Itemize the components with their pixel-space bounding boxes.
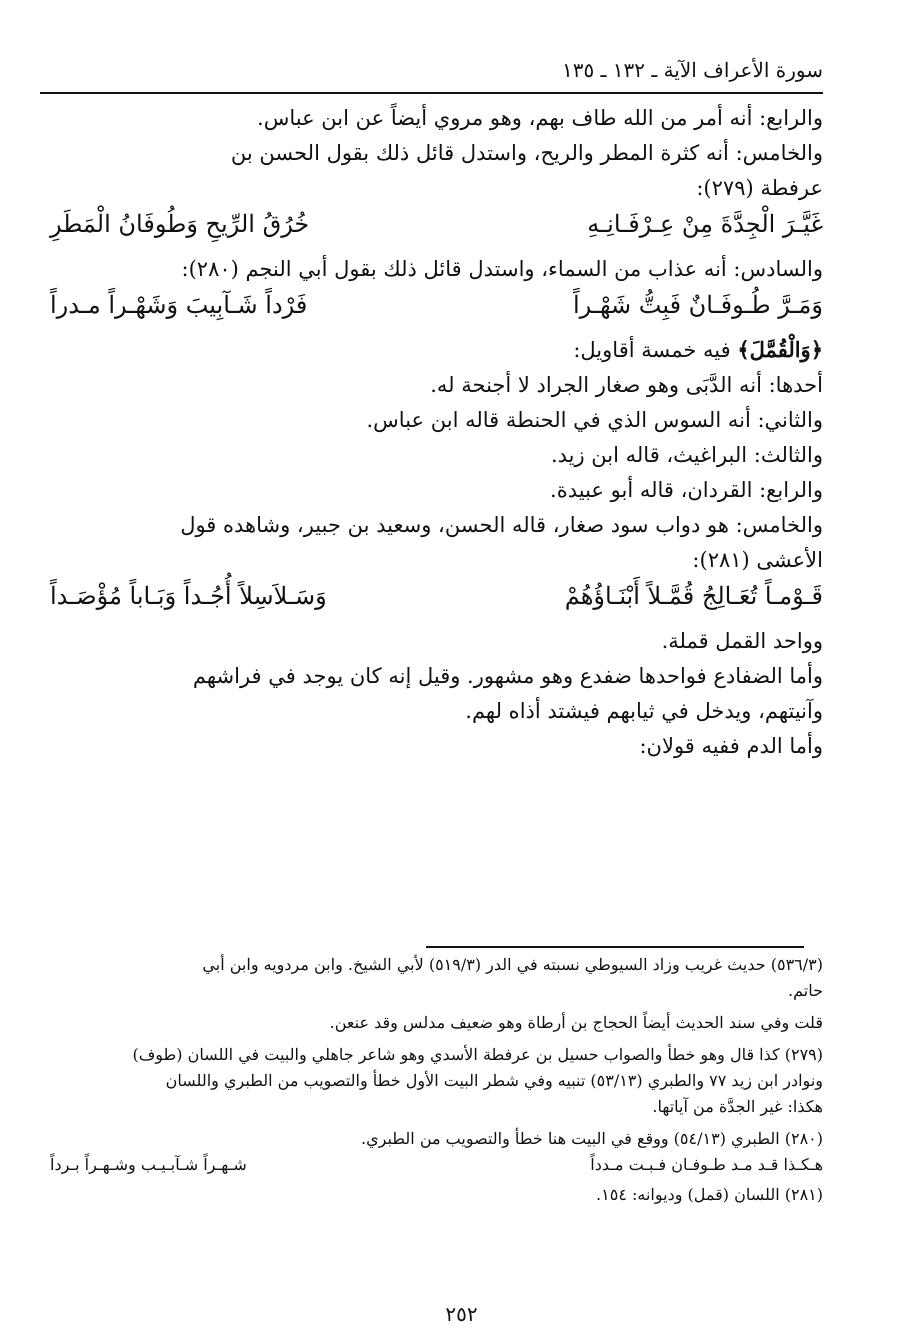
paragraph-qummal-fourth: والرابع: القردان، قاله أبو عبيدة. <box>550 478 823 502</box>
footnote-hadith-cont: حاتم. <box>788 981 823 1000</box>
paragraph-qummal-third: والثالث: البراغيث، قاله ابن زيد. <box>550 443 823 467</box>
verse-3-first-hemistich: قَـوْمـاً تُعَـالِجُ قُمَّـلاً أَبْنَـاؤُهُمْ <box>564 582 823 610</box>
verse-3-second-hemistich: وَسَـلاَسِلاً أُجُـداً وَبَـاباً مُؤْصَـداً <box>50 582 327 610</box>
header-rule <box>40 92 823 94</box>
poem-verse-1 <box>50 209 823 239</box>
paragraph-frogs-cont: وآنيتهم، ويدخل في ثيابهم فيشتد أذاه لهم. <box>465 699 823 723</box>
footnote-isnad: قلت وفي سند الحديث أيضاً الحجاج بن أرطاة وهو ضعيف مدلس وقد عنعن. <box>329 1013 823 1032</box>
paragraph-frogs: وأما الضفادع فواحدها ضفدع وهو مشهور. وقيل إنه كان يوجد في فراشهم <box>192 664 823 688</box>
verse-2-first-hemistich: وَمَـرَّ طُـوفَـانٌ فَبِتُّ شَهْـراً <box>573 291 823 319</box>
paragraph-fifth-opinion-cont: عرفطة (٢٧٩): <box>696 176 823 200</box>
paragraph-blood: وأما الدم ففيه قولان: <box>639 734 823 758</box>
qummal-intro: فيه خمسة أقاويل: <box>573 338 738 362</box>
paragraph-qummal-fifth: والخامس: هو دواب سود صغار، قاله الحسن، وسعيد بن جبير، وشاهده قول <box>180 513 823 537</box>
page-number: ٢٥٢ <box>445 1302 478 1326</box>
poem-verse-2 <box>50 290 823 320</box>
footnote-280-verse <box>50 1154 823 1176</box>
paragraph-qummal-first: أحدها: أنه الدَّبَى وهو صغار الجراد لا أجنحة له. <box>430 373 823 397</box>
main-text <box>50 104 823 767</box>
footnote-281: (٢٨١) اللسان (قمل) وديوانه: ١٥٤. <box>596 1185 823 1204</box>
footnote-verse-second-hemistich: شـهـراً شـآبـيـب وشـهـراً بـرداً <box>50 1155 247 1174</box>
running-header <box>40 58 823 88</box>
paragraph-qummal-heading <box>50 336 823 364</box>
paragraph-fifth-opinion: والخامس: أنه كثرة المطر والريح، واستدل قائل ذلك بقول الحسن بن <box>230 141 823 165</box>
footnote-verse-first-hemistich: هـكـذا قـد مـد طـوفـان فـبـت مـدداً <box>590 1155 823 1174</box>
verse-1-second-hemistich: خُرُقُ الرِّيحِ وَطُوفَانُ الْمَطَرِ <box>50 210 310 238</box>
footnote-separator <box>426 946 804 948</box>
paragraph-qummal-second: والثاني: أنه السوس الذي في الحنطة قاله ابن عباس. <box>366 408 823 432</box>
quran-word: ﴿وَالْقُمَّلَ﴾ <box>737 337 823 362</box>
verse-2-second-hemistich: فَرْداً شَـآبِيبَ وَشَهْـراً مـدراً <box>50 291 308 319</box>
footnote-279: (٢٧٩) كذا قال وهو خطأ والصواب حسيل بن عرفطة الأسدي وهو شاعر جاهلي والبيت في اللسان (طوف) <box>132 1045 823 1064</box>
paragraph-sixth-opinion: والسادس: أنه عذاب من السماء، واستدل قائل ذلك بقول أبي النجم (٢٨٠): <box>181 257 823 281</box>
footnotes <box>50 954 823 1216</box>
footnote-hadith: (٥٣٦/٣) حديث غريب وزاد السيوطي نسبته في الدر (٥١٩/٣) لأبي الشيخ. وابن مردويه وابن أبي <box>202 955 823 974</box>
paragraph-qummal-singular: وواحد القمل قملة. <box>661 629 823 653</box>
paragraph-qummal-fifth-cont: الأعشى (٢٨١): <box>692 548 823 572</box>
verse-1-first-hemistich: غَيَّـرَ الْجِدَّةَ مِنْ عِـرْفَـانِـهِ <box>587 210 823 238</box>
paragraph-fourth-opinion: والرابع: أنه أمر من الله طاف بهم، وهو مروي أيضاً عن ابن عباس. <box>257 106 823 130</box>
header-title: سورة الأعراف الآية ـ ١٣٢ ـ ١٣٥ <box>561 58 823 82</box>
footnote-279-cont: ونوادر ابن زيد ٧٧ والطبري (٥٣/١٣) تنبيه وفي شطر البيت الأول خطأ والتصويب من الطبري واللسان <box>165 1071 823 1090</box>
poem-verse-3 <box>50 581 823 611</box>
footnote-279-cont2: هكذا: غير الجدَّة من آياتها. <box>652 1097 823 1116</box>
footnote-280: (٢٨٠) الطبري (٥٤/١٣) ووقع في البيت هنا خطأ والتصويب من الطبري. <box>361 1129 823 1148</box>
